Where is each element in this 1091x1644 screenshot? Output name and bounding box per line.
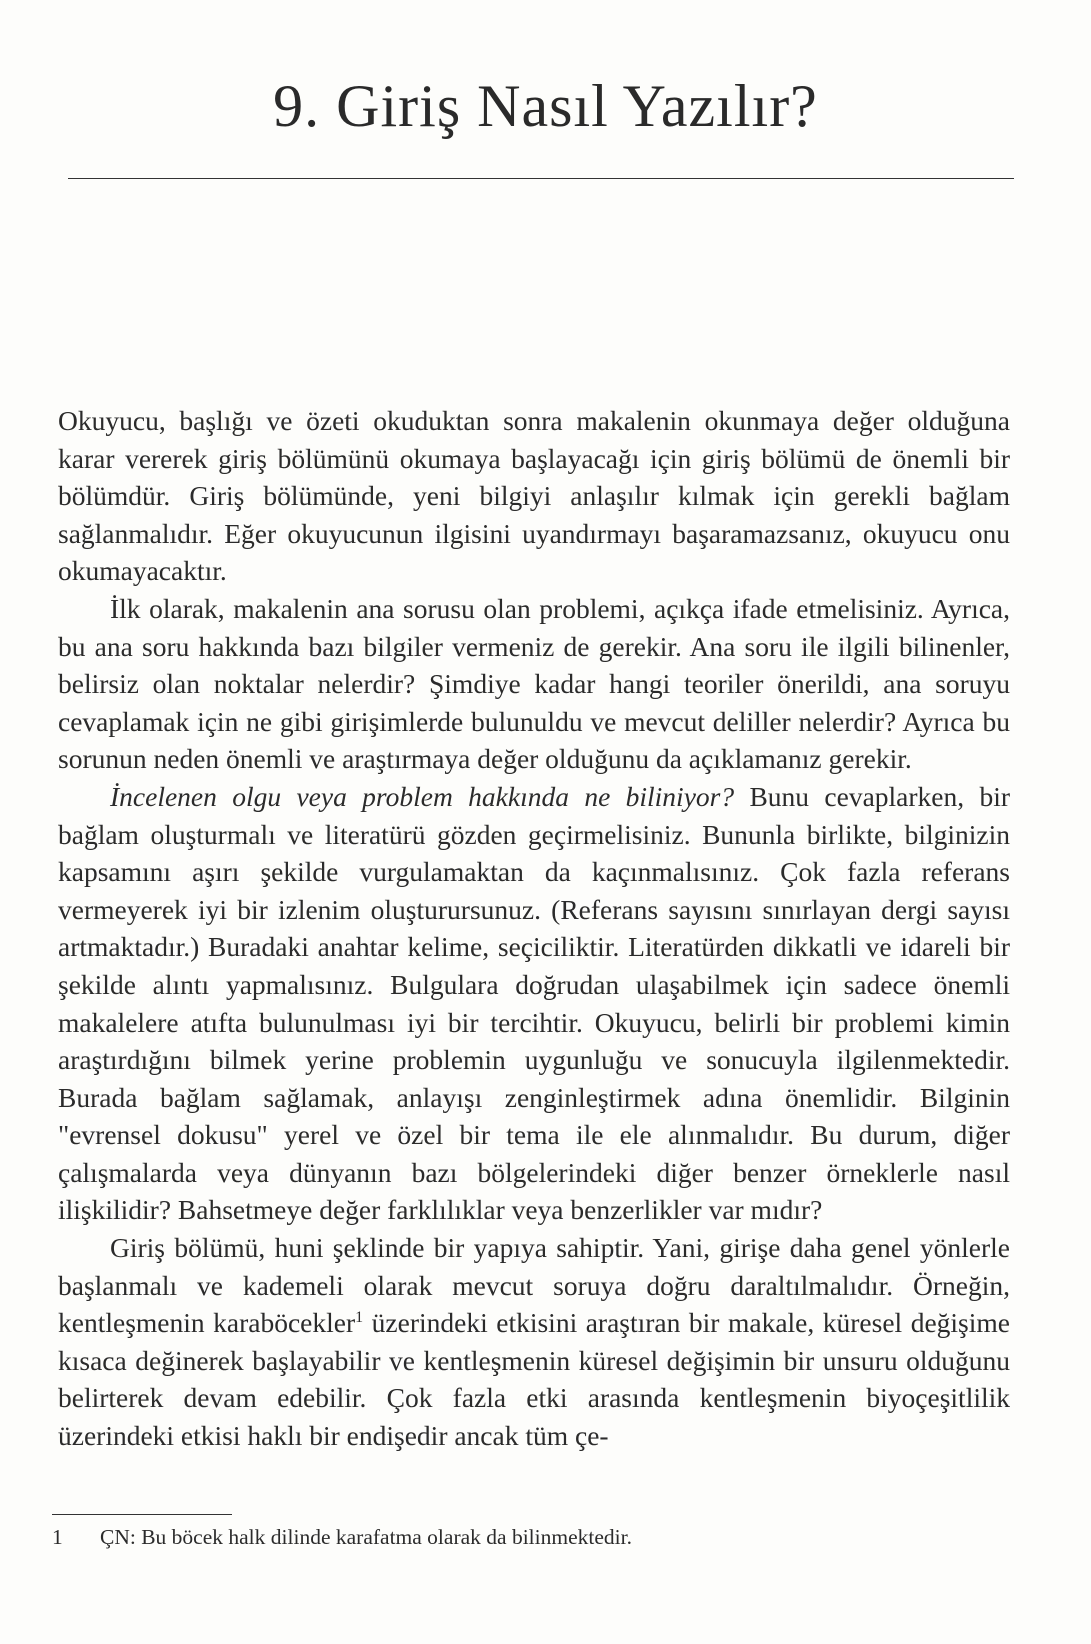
footnote-divider [52,1514,232,1515]
paragraph-2-text: İlk olarak, makalenin ana sorusu olan problemi, açıkça ifade etmelisiniz. Ayrıca, bu ana soru hakkında bazı bilgiler vermeniz de gerekir. Ana soru ile ilgili bilinenler, belirsiz olan noktalar nelerdir? Şimdiye kadar hangi teoriler önerildi, ana soruyu cevaplamak için ne gibi girişimlerde bulunuldu ve mevcut deliller nelerdir? Ayrıca bu sorunun neden önemli ve araştırmaya değer olduğunu da açıklamanız gerekir. [58,592,1010,775]
paragraph-2 [58,590,1010,778]
paragraph-3 [58,778,1010,1229]
footnote-text: ÇN: Bu böcek halk dilinde karafatma olarak da bilinmektedir. [100,1525,632,1549]
paragraph-3-text: Bunu cevaplarken, bir bağlam oluşturmalı ve literatürü gözden geçirmelisiniz. Bununla birlikte, bilginizin kapsamını aşırı şekilde vurgulamaktan da kaçınmalısınız. Çok fazla referans vermeyerek iyi bir izlenim oluşturursunuz. (Referans sayısını sınırlayan dergi sayısı artmaktadır.) Buradaki anahtar kelime, seçiciliktir. Literatürden dikkatli ve idareli bir şekilde alıntı yapmalısınız. Bulgulara doğrudan ulaşabilmek için sadece önemli makalelere atıfta bulunulması iyi bir tercihtir. Okuyucu, belirli bir problemi kimin araştırdığını bilmek yerine problemin uygunluğu ve sonucuyla ilgilenmektedir. Burada bağlam sağlamak, anlayışı zenginleştirmek adına önemlidir. Bilginin "evrensel dokusu" yerel ve özel bir tema ile ele alınmalıdır. Bu durum, diğer çalışmalarda veya dünyanın bazı bölgelerindeki diğer benzer örneklerle nasıl ilişkilidir? Bahsetmeye değer farklılıklar veya benzerlikler var mıdır? [58,780,1011,1226]
footnote-reference[interactable]: 1 [355,1309,364,1327]
footnote [52,1522,1002,1552]
chapter-title: 9. Giriş Nasıl Yazılır? [273,73,818,139]
title-divider [68,178,1014,179]
paragraph-4-text-after: üzerindeki etkisini araştıran bir makale, küresel değişime kısaca değinerek başlayabilir ve kentleşmenin küresel değişimin bir unsuru olduğunu belirterek devam edebilir. Çok fazla etki arasında kentleşmenin biyoçeşitlilik üzerindeki etkisi haklı bir endişedir ancak tüm çe- [58,1307,1010,1452]
paragraph-4-text-before: Giriş bölümü, huni şeklinde bir yapıya sahiptir. Yani, girişe daha genel yönlerle başlanmalı ve kademeli olarak mevcut soruya doğru daraltılmalıdır. Örneğin, kentleşmenin karaböcekler [58,1232,1010,1339]
paragraph-3-italic-question: İncelenen olgu veya problem hakkında ne biliniyor? [110,780,735,812]
body-text [58,402,1010,1455]
footnote-number: 1 [52,1525,63,1549]
paragraph-1 [58,402,1010,590]
paragraph-4 [58,1229,1010,1455]
paragraph-1-text: Okuyucu, başlığı ve özeti okuduktan sonra makalenin okunmaya değer olduğuna karar vererek giriş bölümünü okumaya başlayacağı için giriş bölümü de önemli bir bölümdür. Giriş bölümünde, yeni bilgiyi anlaşılır kılmak için gerekli bağlam sağlanmalıdır. Eğer okuyucunun ilgisini uyandırmayı başaramazsanız, okuyucu onu okumayacaktır. [58,405,1010,587]
